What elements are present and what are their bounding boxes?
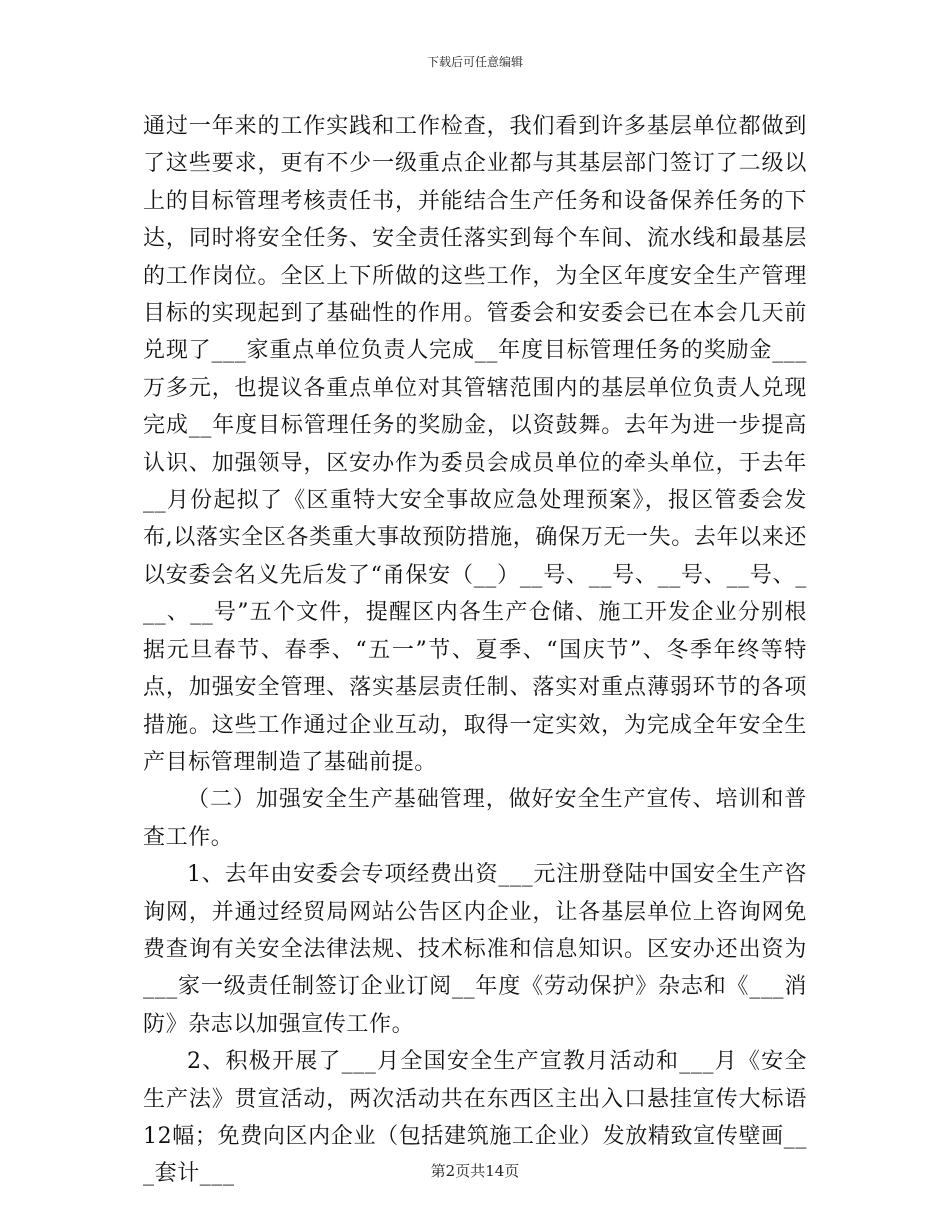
page-footer: 第2页共14页	[430, 1162, 520, 1180]
page-header: 下载后可任意编辑	[426, 55, 523, 69]
paragraph-4: 2、积极开展了___月全国安全生产宣教月活动和___月《安全生产法》贯宣活动，两次活动共在东西区主出入口悬挂宣传大标语12幅；免费向区内企业（包括建筑施工企业）发放精致宣传壁画___套计___	[143, 1049, 807, 1187]
document-body	[143, 108, 807, 1193]
paragraph-1: 通过一年来的工作实践和工作检查，我们看到许多基层单位都做到了这些要求，更有不少一级重点企业都与其基层部门签订了二级以上的目标管理考核责任书，并能结合生产任务和设备保养任务的下达，同时将安全任务、安全责任落实到每个车间、流水线和最基层的工作岗位。全区上下所做的这些工作，为全区年度安全生产管理目标的实现起到了基础性的作用。管委会和安委会已在本会几天前兑现了___家重点单位负责人完成__年度目标管理任务的奖励金___万多元，也提议各重点单位对其管辖范围内的基层单位负责人兑现完成__年度目标管理任务的奖励金，以资鼓舞。去年为进一步提高认识、加强领导，区安办作为委员会成员单位的牵头单位，于去年__月份起拟了《区重特大安全事故应急处理预案》，报区管委会发布,以落实全区各类重大事故预防措施，确保万无一失。去年以来还以安委会名义先后发了“甬保安（__）__号、__号、__号、__号、___、__号”五个文件，提醒区内各生产仓储、施工开发企业分别根据元旦春节、春季、“五一”节、夏季、“国庆节”、冬季年终等特点，加强安全管理、落实基层责任制、落实对重点薄弱环节的各项措施。这些工作通过企业互动，取得一定实效，为完成全年安全生产目标管理制造了基础前提。	[143, 114, 807, 775]
paragraph-3: 1、去年由安委会专项经费出资___元注册登陆中国安全生产咨询网，并通过经贸局网站公告区内企业，让各基层单位上咨询网免费查询有关安全法律法规、技术标准和信息知识。区安办还出资为___家一级责任制签订企业订阅__年度《劳动保护》杂志和《___消防》杂志以加强宣传工作。	[143, 862, 807, 1037]
paragraph-2: （二）加强安全生产基础管理，做好安全生产宣传、培训和普查工作。	[143, 787, 807, 850]
